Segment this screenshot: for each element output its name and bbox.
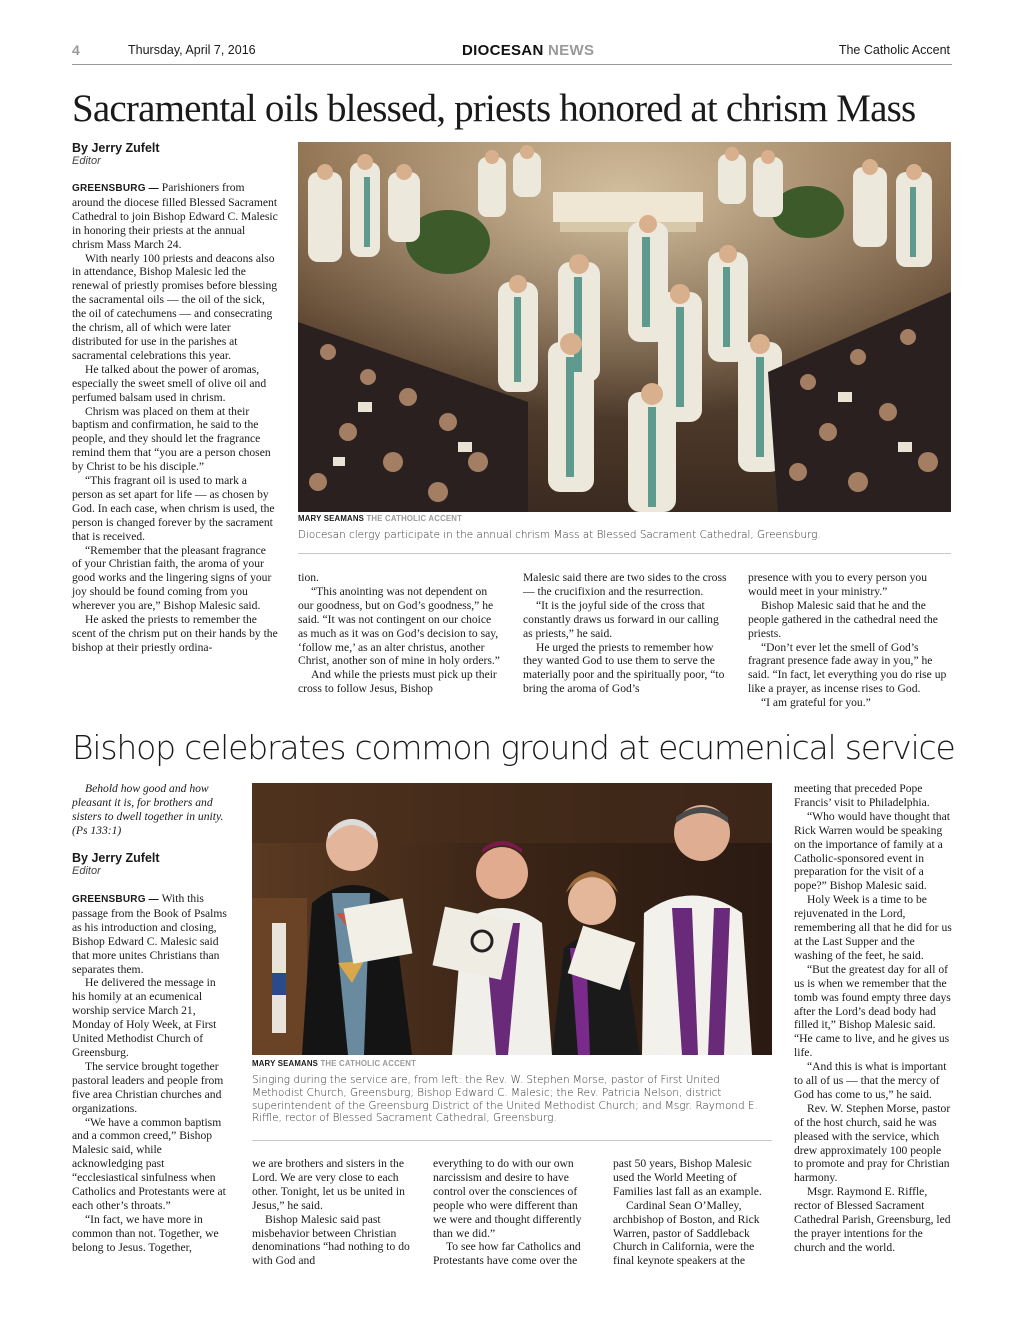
story1-byline-block: [72, 141, 282, 167]
story1-paragraph: He urged the priests to remember how they wanted God to use them to serve the materially poor and the spiritually poor, “to bring the aroma of God’s: [523, 640, 725, 696]
issue-date: Thursday, April 7, 2016: [128, 43, 256, 57]
story2-paragraph: “We have a common baptism and a common creed,” Bishop Malesic said, while acknowledging past “ecclesiastical sinfulness when Catholics and Protestants were at each other’s throats.”: [72, 1115, 226, 1212]
header-rule: [72, 64, 952, 65]
story1-role: Editor: [72, 155, 101, 167]
story2-photo-caption: Singing during the service are, from left: the Rev. W. Stephen Morse, pastor of First United Methodist Church, Greensburg; Bishop Edward C. Malesic; the Rev. Patricia Nelson, district superintendent of the Greensburg District of the United Methodist Church; and Msgr. Raymond E. Riffle, rector of Blessed Sacrament Cathedral, Greensburg.: [252, 1074, 758, 1125]
story1-paragraph: presence with you to every person you would meet in your ministry.”: [748, 571, 928, 598]
story2-paragraph: we are brothers and sisters in the Lord. We are very close to each other. Tonight, let us be united in Jesus,” he said.: [252, 1157, 405, 1212]
story2-paragraph: Msgr. Raymond E. Riffle, rector of Blessed Sacrament Cathedral Parish, Greensburg, led the prayer intentions for the church and the world.: [794, 1185, 951, 1254]
story2-paragraph: Rev. W. Stephen Morse, pastor of the host church, said he was pleased with the service, which drew approximately 100 people to promote and pray for Christian harmony.: [794, 1101, 951, 1185]
story1-paragraph: tion.: [298, 571, 319, 584]
story2-paragraph: “In fact, we have more in common than not. Together, we belong to Jesus. Together,: [72, 1212, 219, 1254]
story2-dateline: GREENSBURG —: [72, 894, 159, 905]
story1-paragraph: GREENSBURG — Parishioners from around the diocese filled Blessed Sacrament Cathedral to join Bishop Edward C. Malesic in honoring their priests at the annual chrism Mass March 24.: [72, 181, 278, 251]
chrism-mass-photo: [298, 142, 951, 512]
story2-paragraph: To see how far Catholics and Protestants have come over the: [433, 1240, 581, 1268]
story2-paragraph: “Who would have thought that Rick Warren would be speaking on the importance of family at a Catholic-sponsored event in preparation for the visit of a pope?” Bishop Malesic said.: [794, 809, 950, 893]
story2-column-1: [72, 892, 232, 1255]
page-number: 4: [72, 42, 80, 58]
story2-paragraph: “But the greatest day for all of us is when we remember that the tomb was found empty three days after the Lord’s dead body had filled it,” Bishop Malesic said. “He came to live, and he gives us life.: [794, 962, 951, 1060]
story2-column-2: [252, 1157, 410, 1268]
story1-paragraph: “Remember that the pleasant fragrance of your Christian faith, the aroma of your good works and the lingering signs of your joy should be found coming from you wherever you are,” Bishop Malesic said.: [72, 543, 272, 613]
story2-paragraph: Bishop Malesic said past misbehavior between Christian denominations “had nothing to do with God and: [252, 1212, 410, 1268]
story2-column-5: [794, 782, 952, 1255]
story2-paragraph: GREENSBURG — With this passage from the Book of Psalms as his introduction and closing, Bishop Edward C. Malesic said that more unites Christians than separates them.: [72, 892, 227, 976]
story2-caption-rule: [252, 1140, 772, 1141]
story1-photo-caption: Diocesan clergy participate in the annual chrism Mass at Blessed Sacrament Cathedral, Greensburg.: [298, 529, 821, 541]
story2-byline-block: [72, 851, 236, 877]
story1-paragraph: He asked the priests to remember the scent of the chrism put on their hands by the bishop at their priestly ordina-: [72, 613, 278, 654]
story1-column-2: [298, 571, 502, 696]
story1-headline: Sacramental oils blessed, priests honored at chrism Mass: [72, 87, 916, 130]
story2-paragraph: meeting that preceded Pope Francis’ visit to Philadelphia.: [794, 782, 930, 809]
ecumenical-service-photo: [252, 783, 772, 1055]
story1-paragraph: “This fragrant oil is used to mark a person as set apart for life — as chosen by God. In each case, when chrism is used, the person is changed forever by the sacrament that is received.: [72, 474, 275, 543]
story1-byline: By Jerry Zufelt: [72, 141, 160, 155]
story2-epigraph: [72, 782, 236, 838]
story2-headline: Bishop celebrates common ground at ecumenical service: [72, 728, 955, 767]
story1-column-3: [523, 571, 728, 696]
story1-paragraph: He talked about the power of aromas, especially the sweet smell of olive oil and perfumed balsam used in chrism.: [72, 362, 267, 404]
story2-photo-credit: MARY SEAMANS THE CATHOLIC ACCENT: [252, 1059, 417, 1068]
section-title: [462, 42, 594, 59]
story1-paragraph: “Don’t ever let the smell of God’s fragrant presence fade away in you,” he said. “In fact, let everything you do rise up like a prayer, as incense rises to God.: [748, 640, 947, 696]
story2-paragraph: Cardinal Sean O’Malley, archbishop of Boston, and Rick Warren, pastor of Saddleback Church in California, were the final keynote speakers at the: [613, 1198, 760, 1268]
story1-paragraph: “This anointing was not dependent on our goodness, but on God’s goodness,” he said. “It was not contingent on our choice as much as it was on God’s decision to say, ‘follow me,’ as an alter christus, another Christ, another son of mine in holy orders.”: [298, 584, 500, 668]
story2-byline: By Jerry Zufelt: [72, 851, 160, 865]
story1-photo-credit: MARY SEAMANS THE CATHOLIC ACCENT: [298, 514, 463, 523]
story1-paragraph: Malesic said there are two sides to the cross — the crucifixion and the resurrection.: [523, 571, 727, 598]
story2-paragraph: Holy Week is a time to be rejuvenated in the Lord, remembering all that he did for us at the Last Supper and the washing of the feet, he said.: [794, 893, 952, 962]
story2-epigraph-text: Behold how good and how pleasant it is, for brothers and sisters to dwell together in unity. (Ps 133:1): [72, 782, 224, 837]
story2-paragraph: everything to do with our own narcissism and desire to have control over the consciences of people who were different than we were and thought differently than we did.”: [433, 1157, 582, 1240]
story2-paragraph: past 50 years, Bishop Malesic used the World Meeting of Families last fall as an example.: [613, 1157, 762, 1198]
story1-paragraph: “It is the joyful side of the cross that constantly draws us forward in our calling as priests,” he said.: [523, 598, 719, 640]
story1-dateline: GREENSBURG —: [72, 183, 159, 194]
story1-paragraph: And while the priests must pick up their cross to follow Jesus, Bishop: [298, 668, 497, 696]
story1-paragraph: With nearly 100 priests and deacons also in attendance, Bishop Malesic led the renewal of priestly promises before blessing the sacramental oils — the oil of the sick, the oil of catechumens — and consecrating the chrism, all of which were later distributed for use in the parishes at sacramental celebrations this year.: [72, 251, 278, 362]
story1-paragraph: “I am grateful for you.”: [761, 696, 871, 710]
story1-paragraph: Bishop Malesic said that he and the people gathered in the cathedral need the priests.: [748, 598, 938, 640]
story1-paragraph: Chrism was placed on them at their baptism and confirmation, he said to the people, and they should let the fragrance remind them that “you are a person chosen by Christ to be his disciple.”: [72, 404, 271, 474]
story2-paragraph: He delivered the message in his homily at an ecumenical worship service March 21, Monday of Holy Week, at First United Methodist Church of Greensburg.: [72, 976, 217, 1059]
publication-name: The Catholic Accent: [838, 43, 950, 57]
story1-column-4: [748, 571, 952, 710]
story1-column-1: [72, 181, 278, 655]
section-title-light: NEWS: [548, 42, 595, 59]
story2-paragraph: The service brought together pastoral leaders and people from five area Christian churches and organizations.: [72, 1059, 224, 1115]
story1-caption-rule: [298, 553, 951, 554]
story2-column-4: [613, 1157, 771, 1268]
story2-role: Editor: [72, 865, 101, 877]
story2-column-3: [433, 1157, 591, 1268]
section-title-bold: DIOCESAN: [462, 42, 544, 59]
story2-paragraph: “And this is what is important to all of us — that the mercy of God has come to us,” he said.: [794, 1060, 947, 1101]
